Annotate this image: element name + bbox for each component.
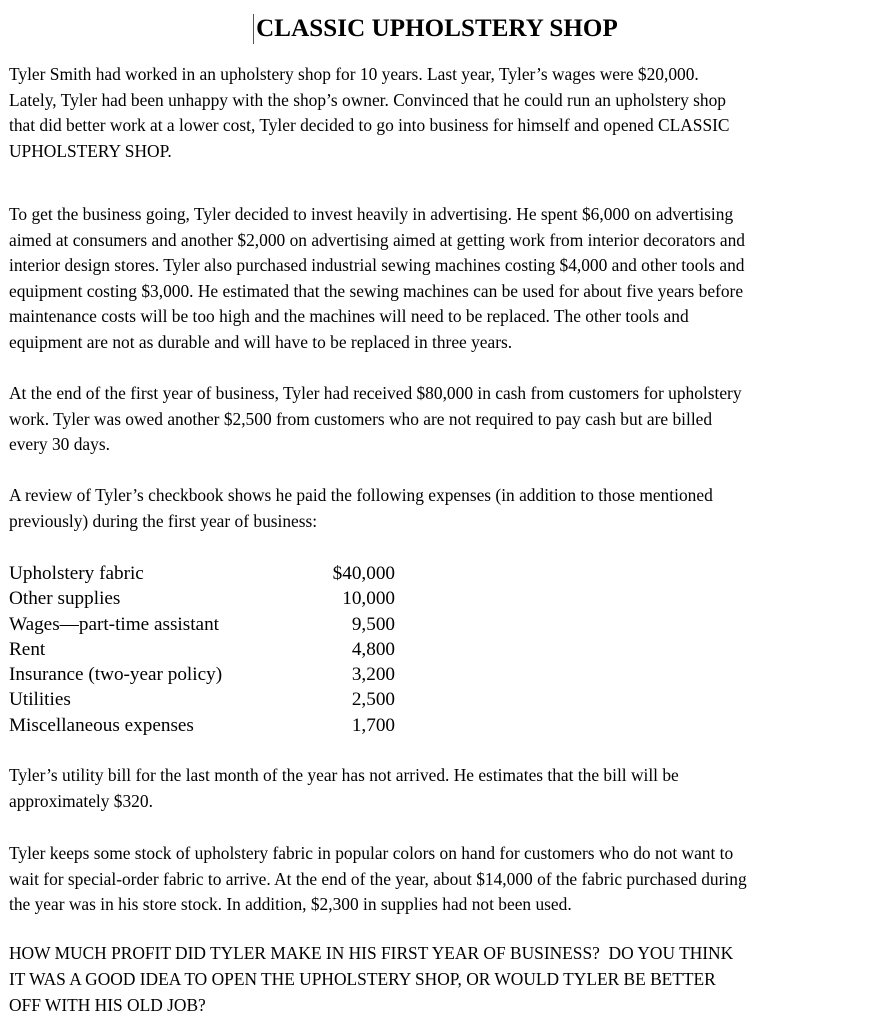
text-line: that did better work at a lower cost, Tyler decided to go into business for himself and opened CLASSIC [9, 115, 730, 136]
text-line: UPHOLSTERY SHOP. [9, 140, 172, 161]
question-line: HOW MUCH PROFIT DID TYLER MAKE IN HIS FIRST YEAR OF BUSINESS? DO YOU THINK [9, 943, 734, 963]
text-line: Tyler’s utility bill for the last month of the year has not arrived. He estimates that the bill will be [9, 765, 679, 785]
paragraph-revenue [9, 381, 869, 458]
expense-amount: 10,000 [342, 588, 395, 610]
expense-row [9, 612, 409, 637]
expense-label: Rent [9, 638, 46, 660]
text-line: interior design stores. Tyler also purchased industrial sewing machines costing $4,000 and other tools and [9, 255, 745, 276]
paragraph-background [9, 62, 869, 164]
paragraph-utility-bill [9, 763, 869, 814]
text-line: work. Tyler was owed another $2,500 from customers who are not required to pay cash but are billed [9, 408, 713, 429]
paragraph-expense-intro [9, 483, 869, 534]
expense-label: Insurance (two-year policy) [9, 664, 223, 686]
expense-amount: $40,000 [332, 563, 395, 584]
expense-amount: 1,700 [351, 714, 395, 736]
expense-row [9, 662, 409, 687]
title-block [0, 12, 872, 46]
expense-amount: 4,800 [351, 638, 395, 660]
text-line: previously) during the first year of business: [9, 510, 318, 531]
text-line: Tyler Smith had worked in an upholstery shop for 10 years. Last year, Tyler’s wages were $20,000. [9, 64, 699, 84]
expense-row [9, 561, 409, 586]
expense-row [9, 713, 409, 738]
paragraph-inventory [9, 841, 869, 918]
expense-amount: 3,200 [351, 664, 395, 686]
question-block [9, 940, 869, 1019]
text-line: Lately, Tyler had been unhappy with the shop’s owner. Convinced that he could run an upholstery shop [9, 89, 726, 110]
document-title [254, 12, 618, 46]
text-line: equipment are not as durable and will have to be replaced in three years. [9, 331, 513, 352]
paragraph-investments [9, 202, 869, 356]
expense-amount: 9,500 [351, 613, 395, 635]
expense-table [9, 561, 409, 738]
text-line: the year was in his store stock. In addition, $2,300 in supplies had not been used. [9, 894, 572, 915]
expense-row [9, 687, 409, 712]
text-line: Tyler keeps some stock of upholstery fabric in popular colors on hand for customers who do not want to [9, 843, 734, 863]
expense-label: Utilities [9, 689, 71, 711]
expense-label: Other supplies [9, 588, 121, 610]
text-line: At the end of the first year of business, Tyler had received $80,000 in cash from customers for upholstery [9, 383, 742, 403]
expense-label: Miscellaneous expenses [9, 714, 194, 736]
text-line: To get the business going, Tyler decided to invest heavily in advertising. He spent $6,000 on advertising [9, 204, 734, 224]
question-line: IT WAS A GOOD IDEA TO OPEN THE UPHOLSTERY SHOP, OR WOULD TYLER BE BETTER [9, 969, 716, 990]
text-line: A review of Tyler’s checkbook shows he paid the following expenses (in addition to those mentioned [9, 485, 713, 505]
expense-row [9, 586, 409, 611]
expense-label: Wages—part-time assistant [9, 613, 219, 635]
text-line: equipment costing $3,000. He estimated that the sewing machines can be used for about five years before [9, 280, 744, 301]
text-cursor [253, 14, 254, 44]
text-line: wait for special-order fabric to arrive. At the end of the year, about $14,000 of the fabric purchased during [9, 868, 747, 889]
text-line: maintenance costs will be too high and the machines will need to be replaced. The other tools and [9, 306, 689, 327]
document-title-text: CLASSIC UPHOLSTERY SHOP [256, 15, 618, 42]
expense-label: Upholstery fabric [9, 563, 144, 584]
expense-row [9, 637, 409, 662]
text-line: approximately $320. [9, 790, 153, 811]
text-line: every 30 days. [9, 434, 110, 455]
expense-amount: 2,500 [351, 689, 395, 711]
text-line: aimed at consumers and another $2,000 on advertising aimed at getting work from interior decorators and [9, 229, 745, 250]
question-line: OFF WITH HIS OLD JOB? [9, 995, 206, 1016]
